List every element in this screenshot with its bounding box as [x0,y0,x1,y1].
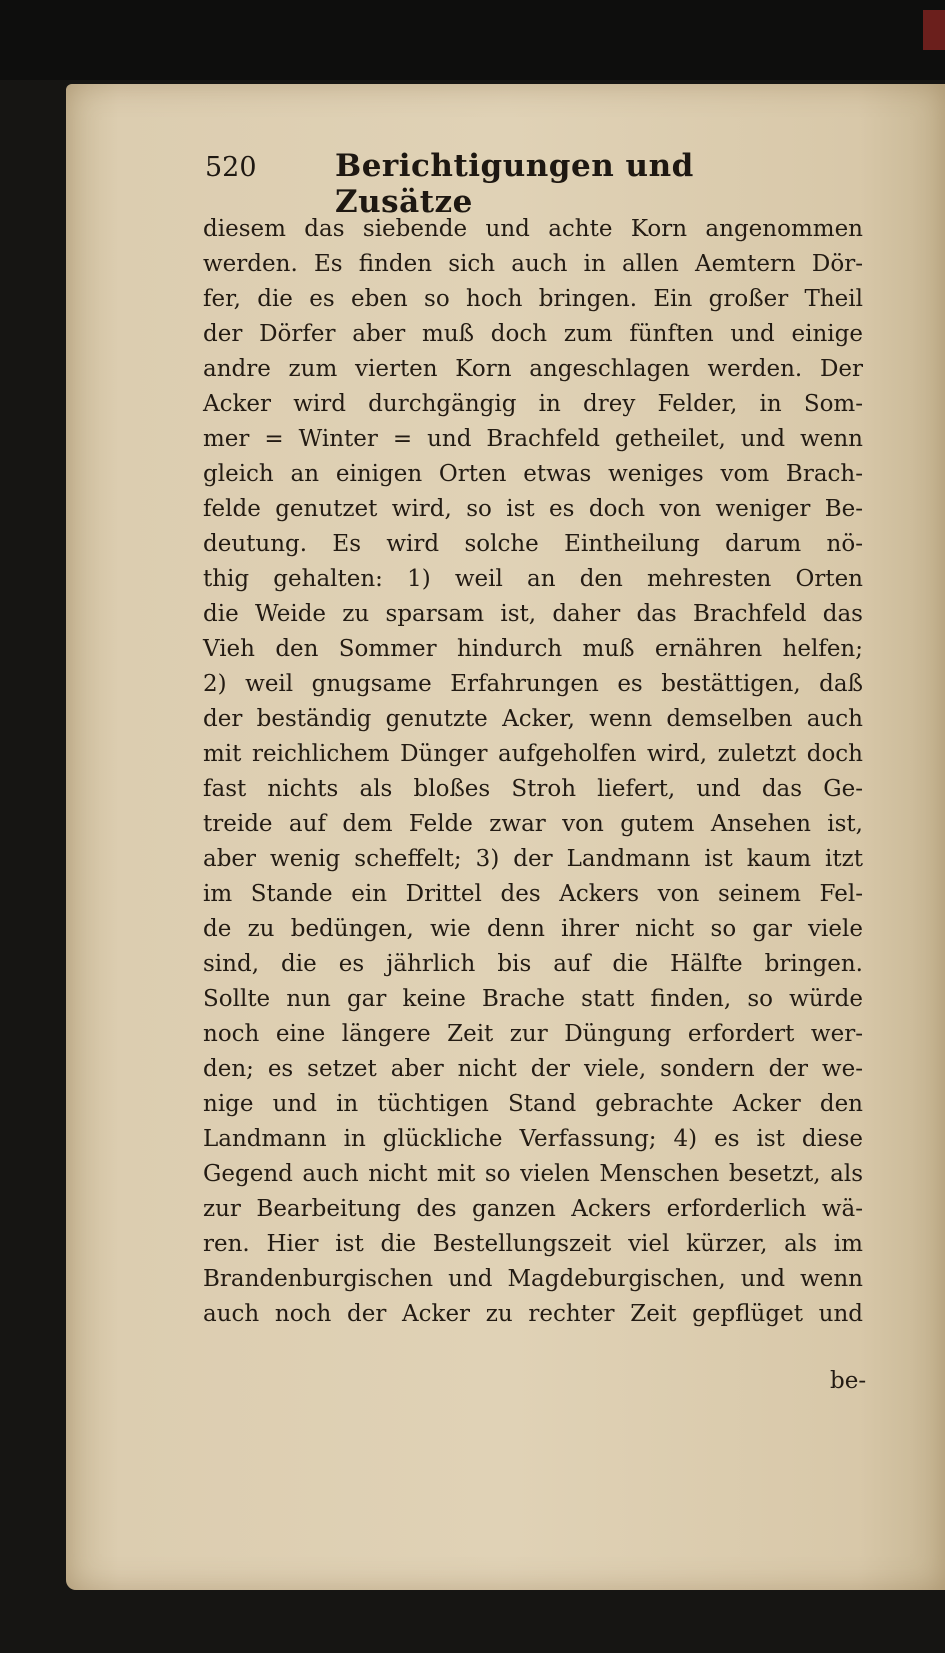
text-line: gleich an einigen Orten etwas weniges vom Brach- [203,461,863,487]
text-line: 2) weil gnugsame Erfahrungen es bestättigen, daß [203,671,863,697]
text-line: im Stande ein Drittel des Ackers von seinem Fel- [203,881,863,907]
text-line: felde genutzet wird, so ist es doch von weniger Be- [203,496,863,522]
bookmark-ribbon [923,10,945,50]
text-line: Landmann in glückliche Verfassung; 4) es ist diese [203,1126,863,1152]
text-line: Acker wird durchgängig in drey Felder, in Som- [203,391,863,417]
text-line: die Weide zu sparsam ist, daher das Brachfeld das [203,601,863,627]
catchword: be- [830,1368,867,1394]
running-title: Berichtigungen und Zusätze [335,148,694,220]
text-line: fast nichts als bloßes Stroh liefert, und das Ge- [203,776,863,802]
text-line: Vieh den Sommer hindurch muß ernähren helfen; [203,636,863,662]
text-line: mer = Winter = und Brachfeld getheilet, und wenn [203,426,863,452]
text-line: werden. Es finden sich auch in allen Aemtern Dör- [203,251,863,277]
text-line: diesem das siebende und achte Korn angenommen [203,216,863,242]
text-line: Brandenburgischen und Magdeburgischen, und wenn [203,1266,863,1292]
text-line: auch noch der Acker zu rechter Zeit gepflüget und [203,1301,863,1327]
text-line: noch eine längere Zeit zur Düngung erfordert wer- [203,1021,863,1047]
text-line: deutung. Es wird solche Eintheilung darum nö- [203,531,863,557]
text-line: Sollte nun gar keine Brache statt finden, so würde [203,986,863,1012]
text-line: fer, die es eben so hoch bringen. Ein großer Theil [203,286,863,312]
text-line: der beständig genutzte Acker, wenn demselben auch [203,706,863,732]
text-line: mit reichlichem Dünger aufgeholfen wird, zuletzt doch [203,741,863,767]
text-line: de zu bedüngen, wie denn ihrer nicht so gar viele [203,916,863,942]
page-number: 520 [205,152,257,183]
text-line: nige und in tüchtigen Stand gebrachte Acker den [203,1091,863,1117]
book-binding-edge [0,0,945,80]
text-line: der Dörfer aber muß doch zum fünften und einige [203,321,863,347]
text-line: ren. Hier ist die Bestellungszeit viel kürzer, als im [203,1231,863,1257]
text-line: andre zum vierten Korn angeschlagen werden. Der [203,356,863,382]
text-line: aber wenig scheffelt; 3) der Landmann ist kaum itzt [203,846,863,872]
page-header [205,148,725,220]
text-line: zur Bearbeitung des ganzen Ackers erforderlich wä- [203,1196,863,1222]
text-line: treide auf dem Felde zwar von gutem Ansehen ist, [203,811,863,837]
text-line: thig gehalten: 1) weil an den mehresten Orten [203,566,863,592]
text-line: Gegend auch nicht mit so vielen Menschen besetzt, als [203,1161,863,1187]
body-text [203,212,863,1332]
text-line: sind, die es jährlich bis auf die Hälfte bringen. [203,951,863,977]
text-line: den; es setzet aber nicht der viele, sondern der we- [203,1056,863,1082]
